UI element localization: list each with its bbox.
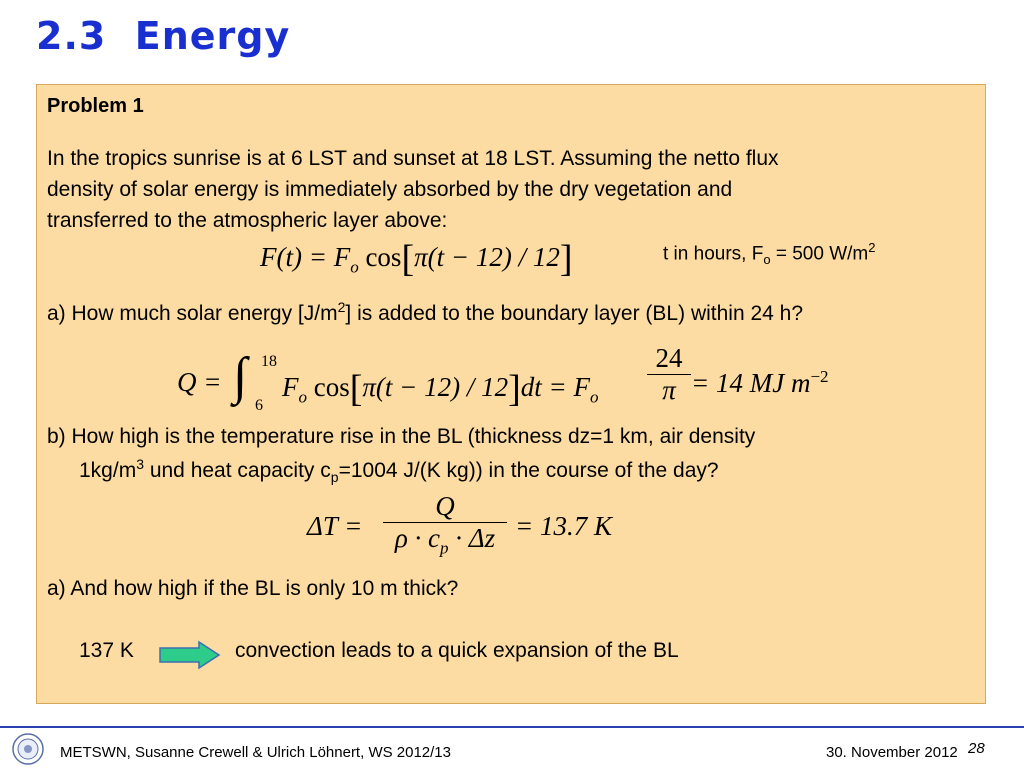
energy-fraction: $\frac{24}{\pi}$ (647, 343, 691, 406)
energy-result: = 14 MJ $m^{-2}$ (691, 367, 829, 398)
footer-divider (0, 726, 1024, 728)
temp-equation-lhs: ΔT = (307, 511, 363, 541)
intro-line-2: density of solar energy is immediately absorbed by the dry vegetation and (47, 178, 733, 201)
flux-note: t in hours, $F_o = 500$ $W/m^2$ (663, 240, 876, 268)
answer-text: convection leads to a quick expansion of the BL (235, 639, 679, 662)
intro-line-3: transferred to the atmospheric layer above: (47, 209, 448, 232)
temp-fraction: $\frac{Q}{\rho \cdot c_p \cdot \Delta z}$ (383, 491, 507, 558)
problem-heading: Problem 1 (47, 95, 144, 117)
flux-equation: $F(t) = F_o$ cos[π(t − 12) / 12] (260, 238, 573, 280)
question-a: a) How much solar energy $[J/m^2]$ is added to the boundary layer (BL) within 24 h? (47, 299, 804, 325)
energy-equation-body: $F_o$ $\cos[\pi(t - 12) / 12]dt = F_o$ (282, 368, 599, 410)
intro-line-1: In the tropics sunrise is at 6 LST and sunset at 18 LST. Assuming the netto flux (47, 147, 779, 170)
footer-date: 30. November 2012 (826, 744, 958, 761)
integral-sign: ∫ (233, 348, 248, 405)
right-arrow-icon (159, 640, 221, 670)
page-number: 28 (968, 740, 985, 757)
answer-value: 137 K (79, 639, 134, 662)
temp-result: = 13.7 K (515, 511, 612, 541)
integral-upper: 18 (261, 353, 277, 370)
question-b-line-1: b) How high is the temperature rise in the BL (thickness dz=1 km, air density (47, 425, 756, 448)
slide-title: 2.3 Energy (36, 14, 291, 58)
energy-equation-lhs: Q = (177, 367, 222, 397)
footer-course: METSWN, Susanne Crewell & Ulrich Löhnert, WS 2012/13 (60, 744, 451, 761)
question-c: a) And how high if the BL is only 10 m thick? (47, 577, 459, 600)
problem-box (36, 84, 986, 704)
question-b-line-2: $1kg/m^3$ und heat capacity $c_p=1004$ J/(K kg)) in the course of the day? (79, 456, 719, 486)
university-seal-icon (12, 733, 44, 765)
integral-lower: 6 (255, 397, 263, 414)
